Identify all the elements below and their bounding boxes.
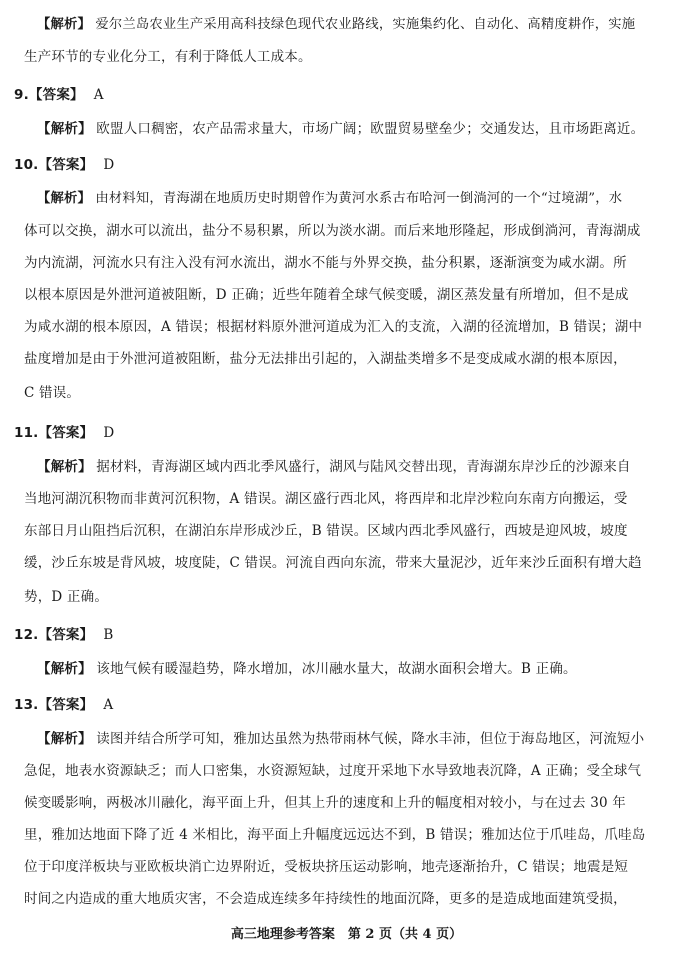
text-line: 势，D 正确。 (24, 589, 109, 605)
analysis-tag: 【解析】 (37, 661, 92, 677)
answer-tag: 【答案】 (28, 87, 84, 103)
answer-tag: 【答案】 (38, 157, 94, 173)
text-line: 急促，地表水资源缺乏；而人口密集，水资源短缺，过度开采地下水导致地表沉降，A 正确；受全球气 (24, 763, 642, 779)
text-line: 体可以交换，湖水可以流出，盐分不易积累，所以为淡水湖。而后来地形隆起，形成倒淌河，青海湖成 (24, 223, 641, 239)
analysis-tag: 【解析】 (37, 121, 92, 137)
text-line: 当地河湖沉积物而非黄河沉积物，A 错误。湖区盛行西北风，将西岸和北岸沙粒向东南方向搬运，受 (24, 491, 628, 507)
question-number: 13. (14, 697, 39, 713)
answer-tag: 【答案】 (38, 627, 94, 643)
text-line: 【解析】 欧盟人口稠密，农产品需求量大，市场广阔；欧盟贸易壁垒少；交通发达，且市场距离近。 (37, 121, 645, 137)
analysis-tag: 【解析】 (37, 731, 92, 747)
answer-value: D (103, 425, 115, 441)
answer-line-q9 (14, 84, 693, 106)
question-number: 9. (14, 87, 29, 103)
text-line: 里，雅加达地面下降了近 4 米相比，海平面上升幅度远远达不到，B 错误；雅加达位于爪哇岛，爪哇岛 (24, 827, 646, 843)
text-line: 时间之内造成的重大地质灾害，不会造成连续多年持续性的地面沉降，更多的是造成地面建筑受损， (24, 891, 627, 907)
question-number: 10. (14, 157, 39, 173)
text-line: 【解析】 由材料知，青海湖在地质历史时期曾作为黄河水系古布哈河一倒淌河的一个“过境湖”，水 (37, 191, 623, 206)
question-number: 11. (14, 425, 39, 441)
analysis-tag: 【解析】 (37, 191, 91, 206)
text-line: 候变暖影响，两极冰川融化，海平面上升，但其上升的速度和上升的幅度相对较小，与在过去 30 年 (24, 795, 626, 811)
answer-value: A (93, 87, 104, 103)
answer-line-q13 (14, 694, 693, 716)
text-line: 为内流湖，河流水只有注入没有河水流出，湖水不能与外界交换，盐分积累，逐渐演变为咸水湖。所 (24, 255, 627, 271)
text-line: 【解析】 据材料，青海湖区域内西北季风盛行，湖风与陆风交替出现，青海湖东岸沙丘的沙源来自 (37, 459, 631, 475)
answer-line-q10 (14, 154, 693, 176)
text-line: 生产环节的专业化分工，有利于降低人工成本。 (24, 49, 312, 65)
text-line: C 错误。 (24, 385, 81, 401)
answer-line-q12 (14, 624, 693, 646)
text-line: 【解析】 爱尔兰岛农业生产采用高科技绿色现代农业路线，实施集约化、自动化、高精度耕作，实施 (37, 17, 636, 32)
page-footer: 高三地理参考答案 第 2 页（共 4 页） (230, 927, 463, 942)
answer-tag: 【答案】 (38, 425, 94, 441)
answer-value: A (103, 697, 114, 713)
text-line: 东部日月山阻挡后沉积，在湖泊东岸形成沙丘，B 错误。区域内西北季风盛行，西坡是迎风坡，坡度 (24, 523, 628, 539)
answer-value: B (103, 627, 114, 643)
text-line: 为咸水湖的根本原因，A 错误；根据材料原外泄河道成为汇入的支流，入湖的径流增加，B 错误；湖中 (24, 319, 643, 335)
text-line: 缓，沙丘东坡是背风坡，坡度陡，C 错误。河流自西向东流，带来大量泥沙，近年来沙丘面积有增大趋 (24, 555, 642, 571)
question-number: 12. (14, 627, 39, 643)
text-line: 【解析】 读图并结合所学可知，雅加达虽然为热带雨林气候，降水丰沛，但位于海岛地区，河流短小 (37, 731, 645, 747)
answer-line-q11 (14, 422, 693, 444)
answer-value: D (103, 157, 115, 173)
analysis-tag: 【解析】 (37, 17, 91, 32)
answer-tag: 【答案】 (38, 697, 94, 713)
text-line: 盐度增加是由于外泄河道被阻断，盐分无法排出引起的，入湖盐类增多不是变成咸水湖的根本原因， (24, 351, 627, 367)
text-line: 【解析】 该地气候有暖湿趋势，降水增加，冰川融水量大，故湖水面积会增大。B 正确。 (37, 661, 577, 677)
text-line: 位于印度洋板块与亚欧板块消亡边界附近，受板块挤压运动影响，地壳逐渐抬升，C 错误；地震是短 (24, 859, 629, 875)
analysis-tag: 【解析】 (37, 459, 92, 475)
text-line: 以根本原因是外泄河道被阻断，D 正确；近些年随着全球气候变暖，湖区蒸发量有所增加，但不是成 (24, 287, 629, 303)
